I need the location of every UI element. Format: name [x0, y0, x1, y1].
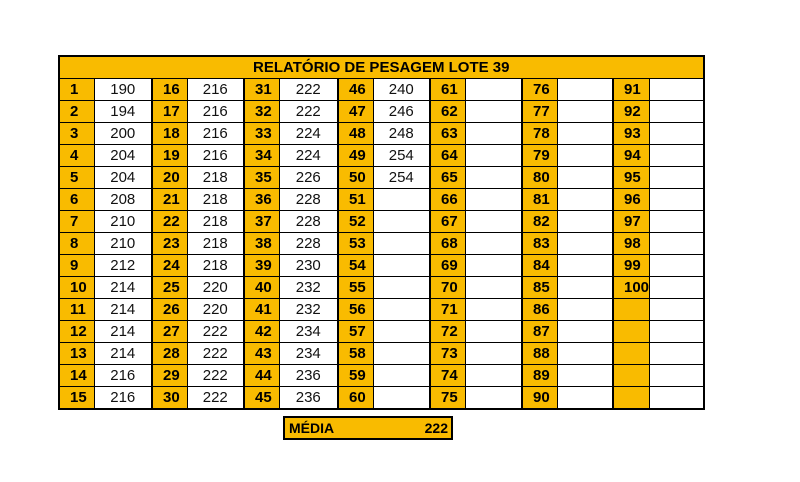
animal-index-cell: 70: [430, 277, 465, 299]
weight-cell: [465, 167, 522, 189]
weight-cell: 212: [94, 255, 152, 277]
animal-index-cell: 24: [152, 255, 187, 277]
animal-index-cell: 71: [430, 299, 465, 321]
weight-cell: [557, 101, 613, 123]
animal-index-cell: 52: [338, 211, 373, 233]
weight-cell: [650, 277, 704, 299]
animal-index-cell: 11: [59, 299, 94, 321]
animal-index-cell: 40: [244, 277, 279, 299]
weight-cell: 246: [373, 101, 430, 123]
animal-index-cell: 66: [430, 189, 465, 211]
weighing-report-table: [58, 55, 705, 410]
animal-index-cell: 15: [59, 387, 94, 410]
animal-index-cell: 100: [613, 277, 650, 299]
animal-index-cell: 2: [59, 101, 94, 123]
animal-index-cell: [613, 365, 650, 387]
weight-cell: [465, 343, 522, 365]
weight-cell: [650, 145, 704, 167]
animal-index-cell: 22: [152, 211, 187, 233]
animal-index-cell: 32: [244, 101, 279, 123]
animal-index-cell: 45: [244, 387, 279, 410]
weight-cell: [373, 255, 430, 277]
table-row: [59, 277, 704, 299]
weight-cell: [557, 299, 613, 321]
animal-index-cell: 89: [522, 365, 557, 387]
weight-cell: [373, 365, 430, 387]
weight-cell: [465, 255, 522, 277]
animal-index-cell: 76: [522, 79, 557, 101]
animal-index-cell: 77: [522, 101, 557, 123]
table-row: [59, 255, 704, 277]
weight-cell: [373, 277, 430, 299]
weight-cell: 204: [94, 145, 152, 167]
animal-index-cell: 19: [152, 145, 187, 167]
weight-cell: 240: [373, 79, 430, 101]
weight-cell: [557, 189, 613, 211]
animal-index-cell: 20: [152, 167, 187, 189]
weight-cell: [557, 211, 613, 233]
weight-cell: 216: [187, 123, 244, 145]
animal-index-cell: 29: [152, 365, 187, 387]
weight-cell: [465, 211, 522, 233]
weight-cell: 232: [279, 299, 338, 321]
weight-cell: 222: [187, 365, 244, 387]
weight-cell: 254: [373, 167, 430, 189]
animal-index-cell: 84: [522, 255, 557, 277]
animal-index-cell: 48: [338, 123, 373, 145]
weight-cell: 222: [279, 101, 338, 123]
animal-index-cell: 65: [430, 167, 465, 189]
animal-index-cell: 3: [59, 123, 94, 145]
weight-cell: 236: [279, 387, 338, 410]
animal-index-cell: 13: [59, 343, 94, 365]
weight-cell: [557, 233, 613, 255]
weight-cell: [650, 79, 704, 101]
animal-index-cell: 72: [430, 321, 465, 343]
animal-index-cell: 69: [430, 255, 465, 277]
animal-index-cell: 34: [244, 145, 279, 167]
weight-cell: [465, 365, 522, 387]
weight-cell: 232: [279, 277, 338, 299]
animal-index-cell: 79: [522, 145, 557, 167]
weight-cell: 228: [279, 189, 338, 211]
weight-cell: 222: [187, 387, 244, 410]
weight-cell: 254: [373, 145, 430, 167]
animal-index-cell: 61: [430, 79, 465, 101]
weight-cell: [465, 79, 522, 101]
weight-cell: 210: [94, 211, 152, 233]
animal-index-cell: 83: [522, 233, 557, 255]
weight-cell: [557, 387, 613, 410]
weight-cell: 216: [187, 145, 244, 167]
animal-index-cell: [613, 321, 650, 343]
weight-cell: [650, 101, 704, 123]
weight-cell: 222: [187, 321, 244, 343]
weight-cell: 230: [279, 255, 338, 277]
table-row: [59, 167, 704, 189]
animal-index-cell: 53: [338, 233, 373, 255]
animal-index-cell: [613, 299, 650, 321]
animal-index-cell: 67: [430, 211, 465, 233]
animal-index-cell: 51: [338, 189, 373, 211]
weight-cell: [650, 189, 704, 211]
table-row: [59, 189, 704, 211]
average-summary: [283, 416, 453, 440]
weight-cell: 224: [279, 123, 338, 145]
animal-index-cell: 74: [430, 365, 465, 387]
animal-index-cell: 33: [244, 123, 279, 145]
weight-cell: 218: [187, 211, 244, 233]
animal-index-cell: 57: [338, 321, 373, 343]
animal-index-cell: 64: [430, 145, 465, 167]
animal-index-cell: 54: [338, 255, 373, 277]
animal-index-cell: 94: [613, 145, 650, 167]
animal-index-cell: 99: [613, 255, 650, 277]
animal-index-cell: 43: [244, 343, 279, 365]
weight-cell: [465, 189, 522, 211]
weight-cell: 234: [279, 343, 338, 365]
weight-cell: [465, 101, 522, 123]
weight-cell: 228: [279, 233, 338, 255]
weight-cell: [465, 145, 522, 167]
weight-cell: 222: [187, 343, 244, 365]
animal-index-cell: 41: [244, 299, 279, 321]
animal-index-cell: 44: [244, 365, 279, 387]
animal-index-cell: 92: [613, 101, 650, 123]
table-row: [59, 233, 704, 255]
weight-cell: 218: [187, 255, 244, 277]
animal-index-cell: 98: [613, 233, 650, 255]
weight-cell: [465, 299, 522, 321]
table-row: [59, 211, 704, 233]
weight-cell: 224: [279, 145, 338, 167]
animal-index-cell: [613, 343, 650, 365]
weight-cell: [465, 277, 522, 299]
weight-cell: 216: [187, 79, 244, 101]
animal-index-cell: [613, 387, 650, 410]
animal-index-cell: 56: [338, 299, 373, 321]
animal-index-cell: 38: [244, 233, 279, 255]
animal-index-cell: 87: [522, 321, 557, 343]
animal-index-cell: 17: [152, 101, 187, 123]
animal-index-cell: 96: [613, 189, 650, 211]
animal-index-cell: 55: [338, 277, 373, 299]
animal-index-cell: 73: [430, 343, 465, 365]
weight-cell: [650, 343, 704, 365]
animal-index-cell: 50: [338, 167, 373, 189]
animal-index-cell: 16: [152, 79, 187, 101]
weight-cell: 194: [94, 101, 152, 123]
animal-index-cell: 9: [59, 255, 94, 277]
weight-cell: [557, 321, 613, 343]
weight-cell: [650, 211, 704, 233]
animal-index-cell: 7: [59, 211, 94, 233]
weight-cell: [373, 233, 430, 255]
animal-index-cell: 75: [430, 387, 465, 410]
animal-index-cell: 21: [152, 189, 187, 211]
table-row: [59, 321, 704, 343]
weight-cell: [373, 343, 430, 365]
weight-cell: [373, 211, 430, 233]
animal-index-cell: 30: [152, 387, 187, 410]
weight-cell: 236: [279, 365, 338, 387]
weight-cell: 220: [187, 277, 244, 299]
animal-index-cell: 63: [430, 123, 465, 145]
animal-index-cell: 80: [522, 167, 557, 189]
weight-cell: [557, 255, 613, 277]
table-row: [59, 123, 704, 145]
average-label: MÉDIA: [289, 420, 335, 436]
weight-cell: [465, 233, 522, 255]
weight-cell: 214: [94, 299, 152, 321]
weight-cell: 208: [94, 189, 152, 211]
weight-cell: [465, 123, 522, 145]
weight-cell: [557, 343, 613, 365]
animal-index-cell: 37: [244, 211, 279, 233]
weight-cell: 248: [373, 123, 430, 145]
weight-cell: [650, 255, 704, 277]
animal-index-cell: 31: [244, 79, 279, 101]
weight-cell: [650, 123, 704, 145]
weight-cell: [557, 277, 613, 299]
animal-index-cell: 97: [613, 211, 650, 233]
animal-index-cell: 23: [152, 233, 187, 255]
weight-cell: [650, 299, 704, 321]
weight-cell: 216: [187, 101, 244, 123]
weight-cell: 220: [187, 299, 244, 321]
animal-index-cell: 42: [244, 321, 279, 343]
animal-index-cell: 5: [59, 167, 94, 189]
weight-cell: [557, 167, 613, 189]
weight-cell: [557, 123, 613, 145]
weight-cell: 226: [279, 167, 338, 189]
weight-cell: 204: [94, 167, 152, 189]
weight-cell: [373, 189, 430, 211]
animal-index-cell: 46: [338, 79, 373, 101]
animal-index-cell: 8: [59, 233, 94, 255]
animal-index-cell: 62: [430, 101, 465, 123]
weight-cell: 222: [279, 79, 338, 101]
animal-index-cell: 4: [59, 145, 94, 167]
weight-cell: [465, 321, 522, 343]
animal-index-cell: 12: [59, 321, 94, 343]
weight-cell: 210: [94, 233, 152, 255]
weight-cell: 214: [94, 321, 152, 343]
weight-cell: [650, 387, 704, 410]
weight-cell: [650, 365, 704, 387]
animal-index-cell: 60: [338, 387, 373, 410]
table-row: [59, 387, 704, 410]
animal-index-cell: 18: [152, 123, 187, 145]
animal-index-cell: 10: [59, 277, 94, 299]
animal-index-cell: 59: [338, 365, 373, 387]
animal-index-cell: 90: [522, 387, 557, 410]
animal-index-cell: 88: [522, 343, 557, 365]
animal-index-cell: 58: [338, 343, 373, 365]
table-row: [59, 101, 704, 123]
weight-cell: 218: [187, 189, 244, 211]
animal-index-cell: 85: [522, 277, 557, 299]
animal-index-cell: 1: [59, 79, 94, 101]
weight-cell: 218: [187, 233, 244, 255]
animal-index-cell: 91: [613, 79, 650, 101]
animal-index-cell: 27: [152, 321, 187, 343]
weight-cell: [373, 299, 430, 321]
table-row: [59, 343, 704, 365]
animal-index-cell: 14: [59, 365, 94, 387]
animal-index-cell: 25: [152, 277, 187, 299]
table-row: [59, 145, 704, 167]
animal-index-cell: 49: [338, 145, 373, 167]
animal-index-cell: 82: [522, 211, 557, 233]
animal-index-cell: 26: [152, 299, 187, 321]
weight-cell: [373, 387, 430, 410]
weight-cell: 200: [94, 123, 152, 145]
animal-index-cell: 47: [338, 101, 373, 123]
weight-cell: [465, 387, 522, 410]
animal-index-cell: 6: [59, 189, 94, 211]
table-row: [59, 79, 704, 101]
report-title: RELATÓRIO DE PESAGEM LOTE 39: [59, 56, 704, 79]
weight-cell: 234: [279, 321, 338, 343]
report-body: [59, 79, 704, 410]
animal-index-cell: 95: [613, 167, 650, 189]
weight-cell: 218: [187, 167, 244, 189]
weight-cell: [557, 365, 613, 387]
weight-cell: [557, 79, 613, 101]
animal-index-cell: 78: [522, 123, 557, 145]
animal-index-cell: 28: [152, 343, 187, 365]
weight-cell: 216: [94, 387, 152, 410]
weight-cell: [650, 167, 704, 189]
weight-cell: [373, 321, 430, 343]
average-value: 222: [424, 420, 448, 436]
weight-cell: 214: [94, 277, 152, 299]
animal-index-cell: 35: [244, 167, 279, 189]
weight-cell: [557, 145, 613, 167]
table-row: [59, 299, 704, 321]
weight-cell: [650, 233, 704, 255]
weight-cell: 214: [94, 343, 152, 365]
weight-cell: 216: [94, 365, 152, 387]
weight-cell: 190: [94, 79, 152, 101]
weight-cell: [650, 321, 704, 343]
animal-index-cell: 86: [522, 299, 557, 321]
table-row: [59, 365, 704, 387]
animal-index-cell: 93: [613, 123, 650, 145]
animal-index-cell: 39: [244, 255, 279, 277]
weight-cell: 228: [279, 211, 338, 233]
animal-index-cell: 81: [522, 189, 557, 211]
animal-index-cell: 68: [430, 233, 465, 255]
animal-index-cell: 36: [244, 189, 279, 211]
